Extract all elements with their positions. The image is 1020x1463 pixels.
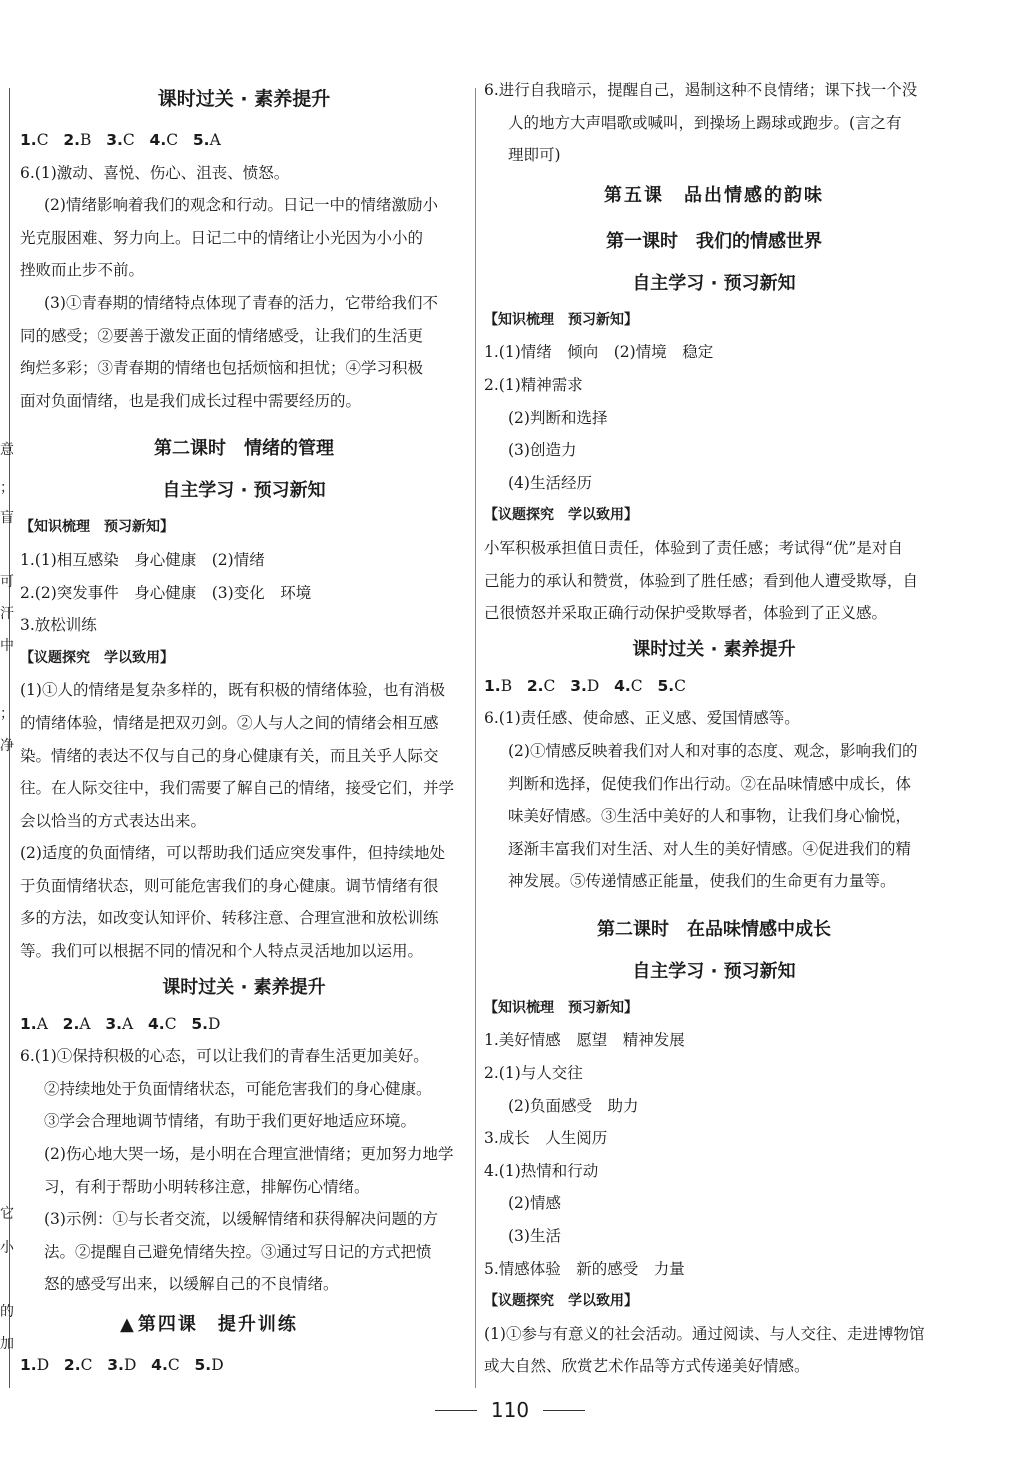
answer: D [123, 1356, 137, 1374]
text-line: 1.美好情感 愿望 精神发展 [484, 1031, 685, 1050]
text-line: (2)适度的负面情绪，可以帮助我们适应突发事件，但持续地处 [20, 844, 445, 863]
answer: A [209, 131, 221, 149]
text-line: 2.(2)突发事件 身心健康 (3)变化 环境 [20, 583, 312, 602]
answer-row [20, 1008, 468, 1041]
answer: D [208, 1014, 221, 1033]
q-number: 3. [105, 1014, 123, 1033]
answer: C [166, 131, 179, 149]
lesson-title: 第一课时 我们的情感世界 [606, 230, 822, 252]
text-line: 己很愤怒并采取正确行动保护受欺辱者，体验到了正义感。 [484, 604, 888, 623]
answer: C [167, 1356, 180, 1374]
text-line: (2)①情感反映着我们对人和对事的态度、观念，影响我们的 [508, 741, 918, 760]
text-line: (3)①青春期的情绪特点体现了青春的活力，它带给我们不 [44, 293, 438, 312]
q-number: 1. [20, 131, 37, 149]
answer: B [80, 131, 92, 149]
text-line: 光克服困难、努力向上。日记二中的情绪让小光因为小小的 [20, 228, 424, 247]
q-number: 1. [20, 1356, 37, 1374]
answer: C [674, 676, 687, 695]
section-tag: 【议题探究 学以致用】 [484, 507, 638, 524]
text-line: 6.(1)责任感、使命感、正义感、爱国情感等。 [484, 709, 800, 728]
answer: A [79, 1014, 91, 1033]
section-heading: 自主学习 · 预习新知 [632, 960, 796, 982]
answer: D [36, 1356, 50, 1374]
margin-char: 的 [0, 1304, 14, 1320]
answer-row [484, 670, 944, 703]
answer: A [36, 1014, 48, 1033]
text-line: 1.(1)情绪 倾向 (2)情境 稳定 [484, 343, 714, 362]
text-line: (3)生活 [508, 1227, 561, 1246]
answer: C [630, 676, 643, 695]
text-line: 逐渐丰富我们对生活、对人生的美好情感。④促进我们的精 [508, 839, 912, 858]
left-margin-bleed [0, 0, 18, 1463]
footer-rule [543, 1410, 585, 1411]
q-number: 2. [63, 131, 81, 149]
answer: C [80, 1356, 93, 1374]
q-number: 4. [151, 1356, 168, 1374]
q-number: 2. [526, 676, 544, 695]
text-line: 或大自然、欣赏艺术作品等方式传递美好情感。 [484, 1357, 810, 1376]
q-number: 3. [107, 1356, 124, 1374]
text-line: (2)负面感受 助力 [508, 1096, 639, 1115]
text-line: 1.(1)相互感染 身心健康 (2)情绪 [20, 550, 265, 569]
text-line: 神发展。⑤传递情感正能量，使我们的生命更有力量等。 [508, 872, 896, 891]
lesson-heading [20, 1301, 468, 1349]
text-line: (3)示例：①与长者交流，以缓解情绪和获得解决问题的方 [44, 1210, 438, 1229]
text-line: (2)伤心地大哭一场，是小明在合理宣泄情绪；更加努力地学 [44, 1145, 454, 1164]
answer: B [500, 676, 513, 695]
text-line: ②持续地处于负面情绪状态，可能危害我们的身心健康。 [44, 1079, 432, 1098]
text-line: 己能力的承认和赞赏，体验到了胜任感；看到他人遭受欺辱，自 [484, 571, 919, 590]
text-line: 挫败而止步不前。 [20, 261, 145, 280]
text-line: 同的感受；②要善于激发正面的情绪感受，让我们的生活更 [20, 326, 424, 345]
text-line: 2.(1)与人交往 [484, 1064, 583, 1083]
section-tag: 【知识梳理 预习新知】 [484, 999, 638, 1016]
text-line: ③学会合理地调节情绪，有助于我们更好地适应环境。 [44, 1112, 417, 1131]
answer: C [543, 676, 556, 695]
q-number: 3. [570, 676, 587, 695]
margin-char: 盲 [0, 510, 14, 526]
text-line: 往。在人际交往中，我们需要了解自己的情绪，接受它们，并学 [20, 779, 455, 798]
text-line: 小军积极承担值日责任，体验到了责任感；考试得“优”是对自 [484, 538, 903, 557]
right-column [484, 74, 944, 1383]
q-number: 2. [63, 1356, 81, 1374]
footer-rule [435, 1410, 477, 1411]
q-number: 5. [657, 676, 675, 695]
text-line: (3)创造力 [508, 441, 577, 460]
q-number: 1. [20, 1014, 37, 1033]
text-line: 绚烂多彩；③青春期的情绪也包括烦恼和担忧；④学习积极 [20, 359, 424, 378]
text-line: 6.(1)①保持积极的心态，可以让我们的青春生活更加美好。 [20, 1047, 429, 1066]
text-line: 于负面情绪状态，则可能危害我们的身心健康。调节情绪有很 [20, 876, 439, 895]
margin-char: 汗 [0, 606, 14, 622]
column-divider [475, 88, 476, 1388]
lesson-title: 第二课时 情绪的管理 [154, 438, 334, 460]
triangle-icon: ▲ [120, 1314, 136, 1335]
lesson-heading: 第五课 品出情感的韵味 [604, 184, 824, 206]
text-line: 3.放松训练 [20, 616, 97, 635]
text-line: (4)生活经历 [508, 473, 592, 492]
section-tag: 【知识梳理 预习新知】 [484, 311, 638, 328]
text-line: 2.(1)精神需求 [484, 375, 583, 394]
margin-char: ； [0, 706, 14, 722]
answer: D [211, 1356, 224, 1374]
q-number: 5. [194, 1356, 212, 1374]
section-heading: 自主学习 · 预习新知 [162, 480, 326, 502]
text-line: 味美好情感。③生活中美好的人和事物，让我们身心愉悦， [508, 807, 912, 826]
q-number: 5. [192, 131, 210, 149]
q-number: 3. [106, 131, 123, 149]
q-number: 5. [191, 1014, 209, 1033]
text-line: 会以恰当的方式表达出来。 [20, 811, 207, 830]
text-line: 3.成长 人生阅历 [484, 1129, 608, 1148]
text-line: (1)①人的情绪是复杂多样的，既有积极的情绪体验，也有消极 [20, 681, 445, 700]
section-tag: 【议题探究 学以致用】 [20, 649, 174, 666]
text-line: (2)判断和选择 [508, 408, 608, 427]
margin-char: ； [0, 480, 14, 496]
left-column [20, 74, 468, 1382]
section-tag: 【议题探究 学以致用】 [484, 1293, 638, 1310]
text-line: (2)情绪影响着我们的观念和行动。日记一中的情绪激励小 [44, 196, 438, 215]
margin-char: 净 [0, 738, 14, 754]
text-line: 理即可) [508, 146, 561, 165]
text-line: 4.(1)热情和行动 [484, 1161, 599, 1180]
text-line: 人的地方大声唱歌或喊叫，到操场上踢球或跑步。(言之有 [508, 113, 902, 132]
section-heading: 课时过关 · 素养提升 [162, 976, 326, 998]
text-line: 习，有利于帮助小明转移注意，排解伤心情绪。 [44, 1177, 370, 1196]
text-line: 面对负面情绪，也是我们成长过程中需要经历的。 [20, 391, 362, 410]
lesson-title: 第二课时 在品味情感中成长 [597, 918, 831, 940]
q-number: 4. [148, 1014, 165, 1033]
answer-row [20, 124, 468, 157]
margin-char: 中 [0, 638, 14, 654]
text-line: 多的方法，如改变认知评价、转移注意、合理宣泄和放松训练 [20, 909, 439, 928]
answer: D [586, 676, 600, 695]
q-number: 4. [614, 676, 631, 695]
text-line: 法。②提醒自己避免情绪失控。③通过写日记的方式把愤 [44, 1242, 432, 1261]
text-line: 5.情感体验 新的感受 力量 [484, 1259, 685, 1278]
text-line: (1)①参与有意义的社会活动。通过阅读、与人交往、走进博物馆 [484, 1324, 925, 1343]
text-line: 6.进行自我暗示，提醒自己，遏制这种不良情绪；课下找一个没 [484, 81, 918, 99]
q-number: 1. [484, 676, 501, 695]
section-tag: 【知识梳理 预习新知】 [20, 519, 174, 536]
margin-char: 意 [0, 442, 14, 458]
section-heading: 自主学习 · 预习新知 [632, 272, 796, 294]
text-line: 的情绪体验，情绪是把双刃剑。②人与人之间的情绪会相互感 [20, 713, 439, 732]
lesson-title: 第四课 提升训练 [137, 1314, 298, 1335]
answer: C [36, 131, 49, 149]
margin-char: 可 [0, 574, 14, 590]
text-line: 等。我们可以根据不同的情况和个人特点灵活地加以运用。 [20, 942, 424, 961]
text-line: 判断和选择，促使我们作出行动。②在品味情感中成长，体 [508, 774, 912, 793]
page-number: 110 [490, 1398, 530, 1422]
text-line: (2)情感 [508, 1194, 561, 1213]
q-number: 2. [62, 1014, 80, 1033]
answer: A [122, 1014, 134, 1033]
answer: C [164, 1014, 177, 1033]
section-heading: 课时过关 · 素养提升 [157, 88, 331, 110]
page-footer [0, 1390, 1020, 1430]
text-line: 染。情绪的表达不仅与自己的身心健康有关，而且关乎人际交 [20, 746, 439, 765]
margin-char: 小 [0, 1240, 14, 1256]
section-heading: 课时过关 · 素养提升 [632, 638, 796, 660]
text-line: 怒的感受写出来，以缓解自己的不良情绪。 [44, 1275, 339, 1294]
answer-row [20, 1349, 468, 1382]
text-line: 6.(1)激动、喜悦、伤心、沮丧、愤怒。 [20, 163, 290, 182]
margin-char: 加 [0, 1336, 14, 1352]
margin-char: 它 [0, 1206, 14, 1222]
q-number: 4. [149, 131, 167, 149]
answer: C [122, 131, 135, 149]
